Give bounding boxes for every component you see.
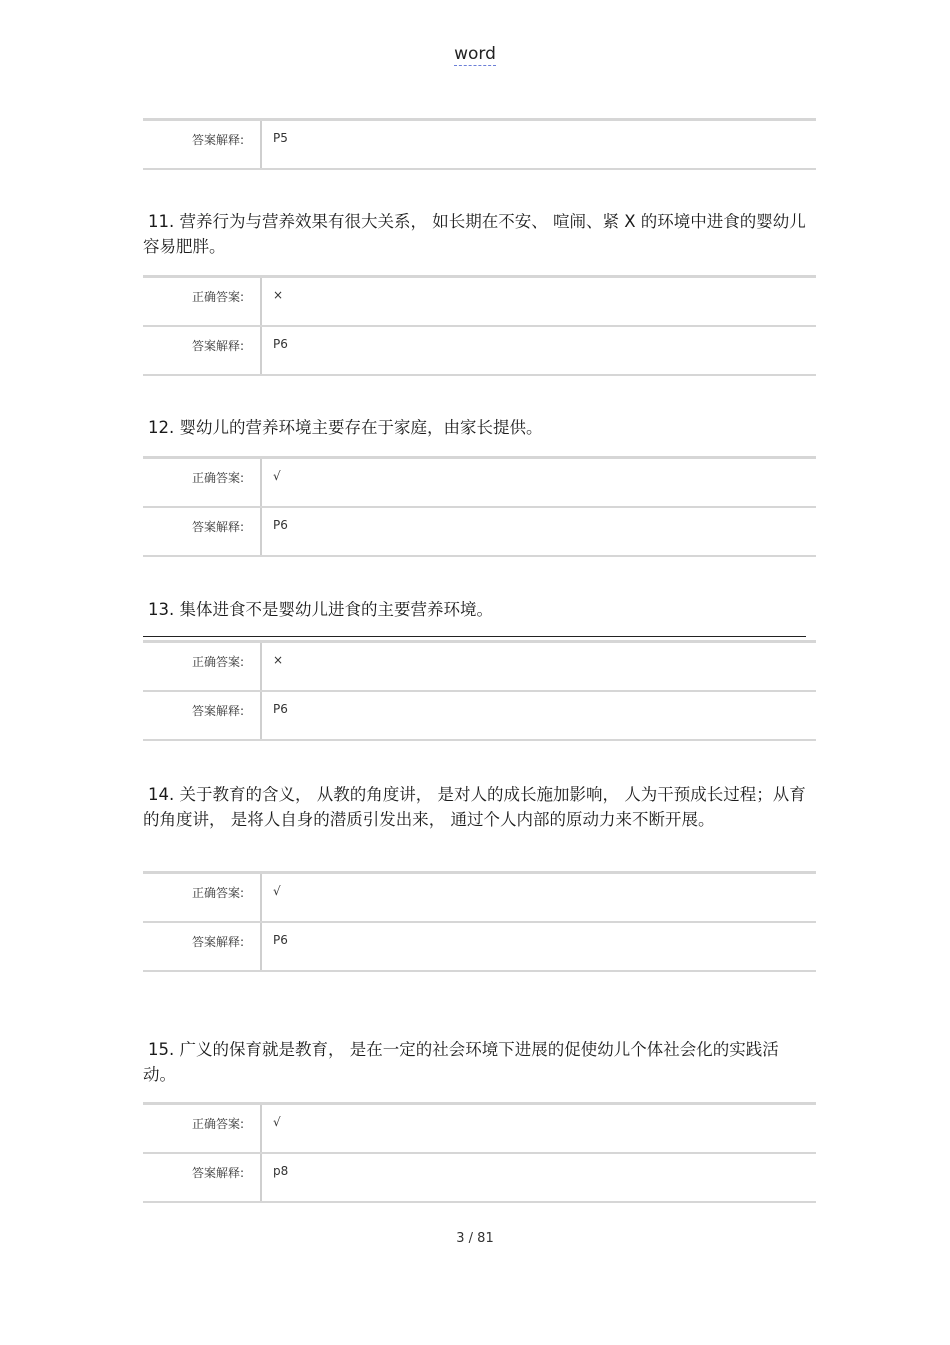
correct-value: √ [273, 884, 281, 898]
correct-value: × [273, 653, 284, 667]
page-header [0, 44, 950, 64]
answer-table-14 [143, 871, 816, 972]
correct-value: √ [273, 1115, 281, 1129]
explain-value: P6 [273, 933, 288, 947]
explain-label: 答案解释: [143, 508, 262, 555]
explain-value: P6 [273, 702, 288, 716]
answer-table-15 [143, 1102, 816, 1203]
explain-row [143, 1152, 816, 1201]
explain-label: 答案解释: [143, 327, 262, 374]
explain-row [143, 121, 816, 168]
correct-label: 正确答案: [143, 1105, 262, 1152]
answer-table-top [143, 118, 816, 170]
explain-value: P6 [273, 518, 288, 532]
correct-label: 正确答案: [143, 459, 262, 506]
correct-label: 正确答案: [143, 643, 262, 690]
explain-row [143, 506, 816, 555]
explain-row [143, 921, 816, 970]
answer-table-11 [143, 275, 816, 376]
correct-row [143, 874, 816, 921]
question-12: 12. 婴幼儿的营养环境主要存在于家庭，由家长提供。 [148, 418, 543, 437]
page-number: 3 / 81 [456, 1231, 494, 1246]
explain-value: P5 [273, 131, 288, 145]
explain-row [143, 325, 816, 374]
explain-label: 答案解释: [143, 923, 262, 970]
header-title: word [454, 44, 496, 64]
explain-label: 答案解释: [143, 121, 262, 168]
correct-row [143, 459, 816, 506]
explain-label: 答案解释: [143, 1154, 262, 1201]
question-11: 11. 营养行为与营养效果有很大关系， 如长期在不安、 喧闹、紧 X 的环境中进食的婴幼儿容易肥胖。 [143, 212, 806, 256]
answer-table-13 [143, 640, 816, 741]
correct-row [143, 643, 816, 690]
question-13: 13. 集体进食不是婴幼儿进食的主要营养环境。 [148, 600, 493, 619]
correct-value: × [273, 288, 284, 302]
question-15: 15. 广义的保育就是教育， 是在一定的社会环境下进展的促使幼儿个体社会化的实践活动。 [143, 1040, 779, 1084]
answer-table-12 [143, 456, 816, 557]
explain-row [143, 690, 816, 739]
correct-row [143, 1105, 816, 1152]
explain-value: P6 [273, 337, 288, 351]
correct-label: 正确答案: [143, 874, 262, 921]
question-14: 14. 关于教育的含义， 从教的角度讲， 是对人的成长施加影响， 人为干预成长过程；从育的角度讲， 是将人自身的潜质引发出来， 通过个人内部的原动力来不断开展。 [143, 785, 806, 829]
correct-value: √ [273, 469, 281, 483]
correct-row [143, 278, 816, 325]
explain-value: p8 [273, 1164, 289, 1178]
explain-label: 答案解释: [143, 692, 262, 739]
correct-label: 正确答案: [143, 278, 262, 325]
horizontal-rule [143, 636, 806, 637]
